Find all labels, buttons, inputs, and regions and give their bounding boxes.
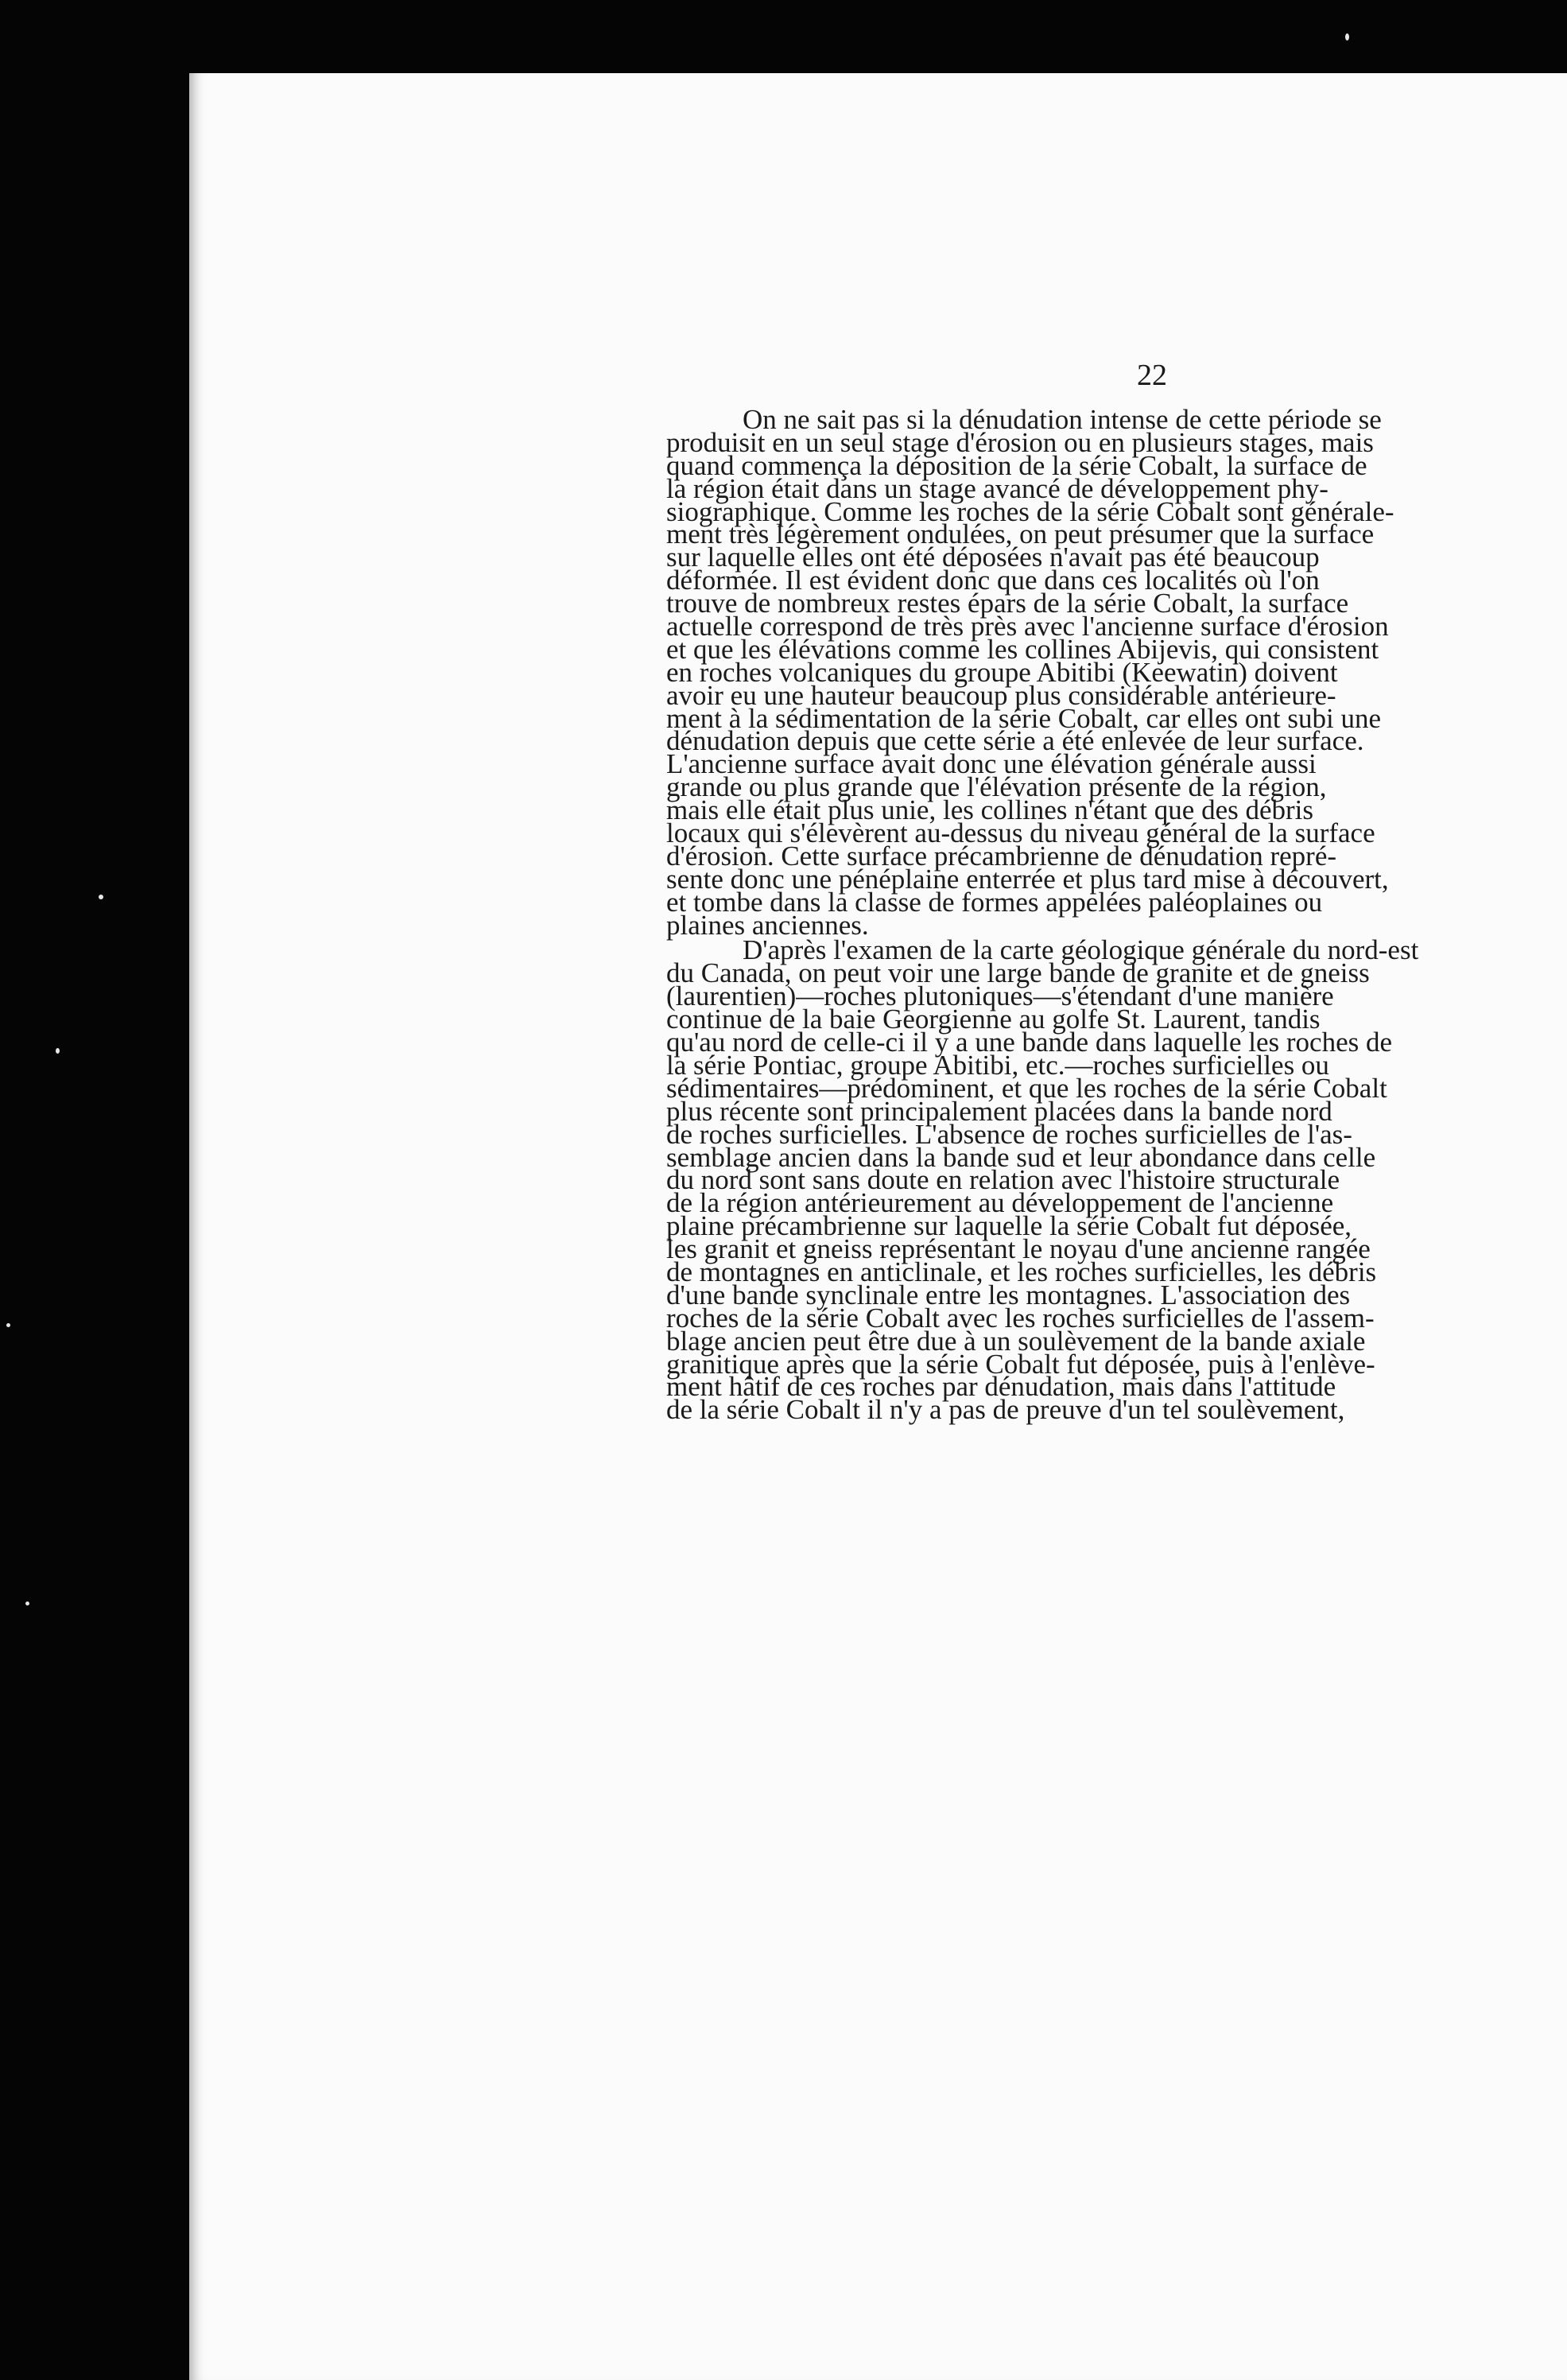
text-line: D'après l'examen de la carte géologique générale du nord-est (743, 934, 1419, 966)
text-line: déformée. Il est évident donc que dans ces localités où l'on (666, 565, 1320, 596)
text-line: (laurentien)—roches plutoniques—s'étendant d'une manière (666, 980, 1334, 1012)
text-line: trouve de nombreux restes épars de la série Cobalt, la surface (666, 588, 1349, 619)
text-line: plaine précambrienne sur laquelle la série Cobalt fut déposée, (666, 1210, 1352, 1242)
text-line: plaines anciennes. (666, 909, 869, 941)
text-line: la série Pontiac, groupe Abitibi, etc.—roches surficielles ou (666, 1049, 1329, 1081)
text-line: continue de la baie Georgienne au golfe St. Laurent, tandis (666, 1004, 1321, 1035)
text-line: qu'au nord de celle-ci il y a une bande dans laquelle les roches de (666, 1027, 1393, 1058)
text-line: mais elle était plus unie, les collines n'étant que des débris (666, 794, 1314, 826)
dust-speck (6, 1323, 10, 1327)
text-line: blage ancien peut être due à un soulèvement de la bande axiale (666, 1325, 1366, 1357)
text-line: de montagnes en anticlinale, et les roches surficielles, les débris (666, 1256, 1377, 1287)
paragraph-1 (666, 404, 1567, 941)
text-line: dénudation depuis que cette série a été enlevée de leur surface. (666, 725, 1364, 757)
text-line: de roches surficielles. L'absence de roches surficielles de l'as- (666, 1118, 1352, 1150)
paragraph-2 (666, 934, 1567, 1426)
text-line: avoir eu une hauteur beaucoup plus considérable antérieure- (666, 679, 1336, 711)
text-line: plus récente sont principalement placées dans la bande nord (666, 1095, 1332, 1127)
text-line: actuelle correspond de très près avec l'ancienne surface d'érosion (666, 611, 1389, 643)
text-line: On ne sait pas si la dénudation intense de cette période se (743, 404, 1382, 435)
text-line: la région était dans un stage avancé de développement phy- (666, 472, 1328, 504)
text-line: d'érosion. Cette surface précambrienne de dénudation repré- (666, 840, 1337, 872)
body-text (666, 404, 1567, 1426)
dust-speck (56, 1048, 60, 1054)
text-line: grande ou plus grande que l'élévation présente de la région, (666, 771, 1327, 803)
text-line: du nord sont sans doute en relation avec l'histoire structurale (666, 1164, 1340, 1196)
text-line: sur laquelle elles ont été déposées n'avait pas été beaucoup (666, 542, 1320, 573)
text-line: d'une bande synclinale entre les montagnes. L'association des (666, 1279, 1351, 1310)
text-line: ment hâtif de ces roches par dénudation, mais dans l'attitude (666, 1371, 1336, 1403)
text-line: quand commença la déposition de la série Cobalt, la surface de (666, 449, 1367, 481)
text-line: siographique. Comme les roches de la série Cobalt sont générale- (666, 495, 1394, 527)
text-line: roches de la série Cobalt avec les roches surficielles de l'assem- (666, 1302, 1375, 1334)
text-line: les granit et gneiss représentant le noyau d'une ancienne rangée (666, 1233, 1371, 1265)
page-number: 22 (1137, 359, 1167, 392)
text-line: sédimentaires—prédominent, et que les roches de la série Cobalt (666, 1072, 1387, 1104)
dust-speck (1345, 33, 1349, 41)
text-line: semblage ancien dans la bande sud et leur abondance dans celle (666, 1141, 1376, 1173)
text-line: de la série Cobalt il n'y a pas de preuve d'un tel soulèvement, (666, 1394, 1345, 1426)
text-line: ment à la sédimentation de la série Cobalt, car elles ont subi une (666, 702, 1382, 734)
text-line: du Canada, on peut voir une large bande de granite et de gneiss (666, 957, 1370, 989)
text-line: produisit en un seul stage d'érosion ou en plusieurs stages, mais (666, 426, 1374, 458)
text-line: locaux qui s'élevèrent au-dessus du niveau général de la surface (666, 817, 1375, 849)
text-line: L'ancienne surface avait donc une élévation générale aussi (666, 748, 1317, 780)
text-line: sente donc une pénéplaine enterrée et plus tard mise à découvert, (666, 863, 1389, 895)
text-line: ment très légèrement ondulées, on peut présumer que la surface (666, 518, 1375, 550)
text-line: en roches volcaniques du groupe Abitibi (Keewatin) doivent (666, 656, 1338, 688)
dust-speck (99, 895, 103, 899)
text-line: de la région antérieurement au développement de l'ancienne (666, 1187, 1334, 1219)
text-line: et que les élévations comme les collines Abijevis, qui consistent (666, 633, 1379, 665)
text-line: et tombe dans la classe de formes appelées paléoplaines ou (666, 886, 1323, 918)
dust-speck (25, 1602, 29, 1605)
text-line: granitique après que la série Cobalt fut déposée, puis à l'enlève- (666, 1348, 1375, 1380)
